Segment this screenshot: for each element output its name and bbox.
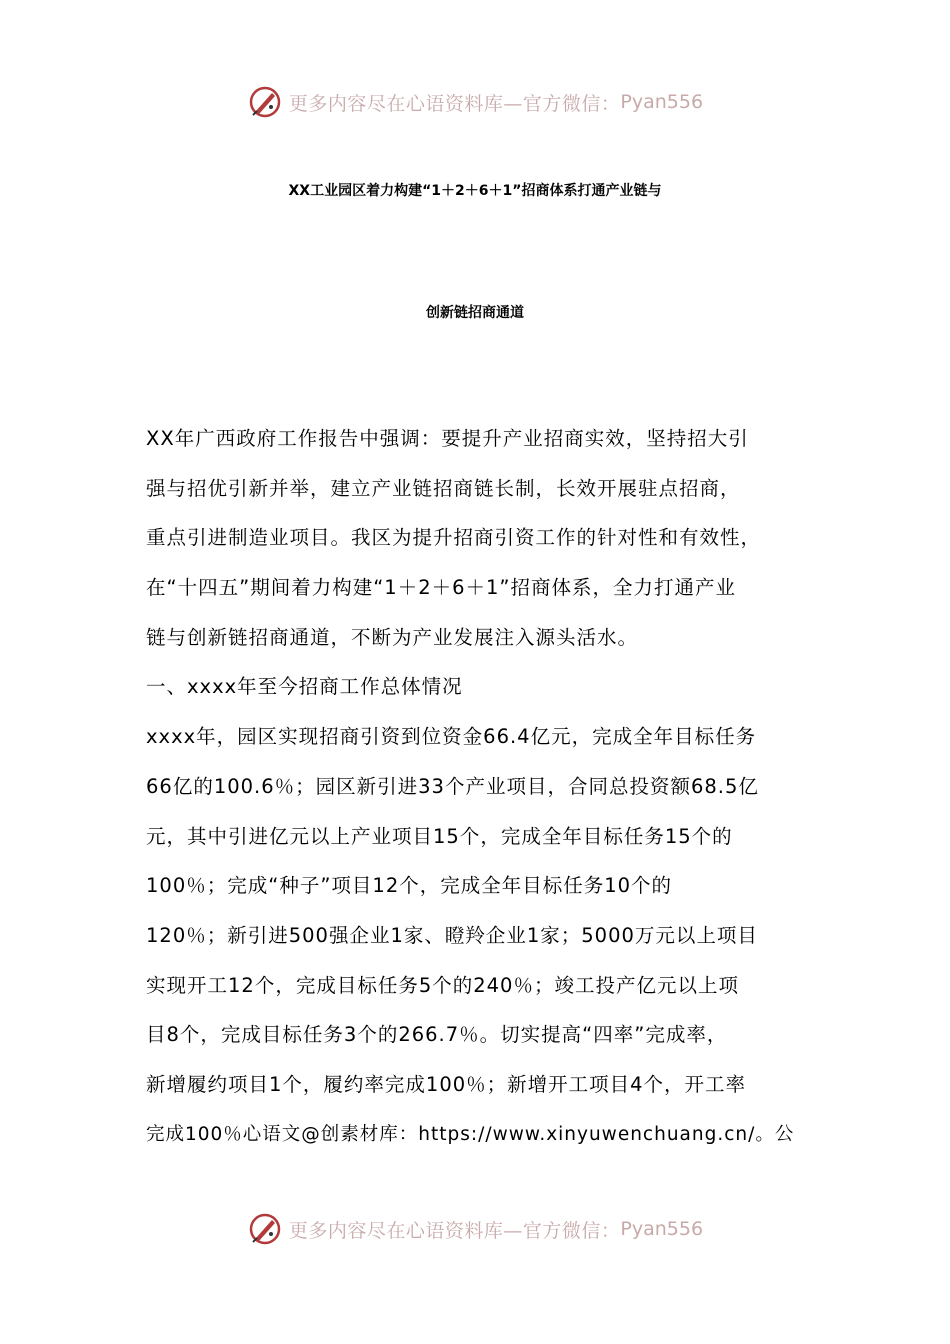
document-title-line-2: 创新链招商通道 <box>426 305 524 321</box>
paragraph-intro <box>146 414 808 662</box>
paragraph-section-1 <box>146 712 808 1159</box>
watermark-text: 更多内容尽在心语资料库—官方微信： <box>288 1219 621 1242</box>
text-line: 实现开工12个，完成目标任务5个的240％；竣工投产亿元以上项 <box>146 973 739 997</box>
text-line: 在“十四五”期间着力构建“1＋2＋6＋1”招商体系，全力打通产业 <box>146 576 737 600</box>
text-line: 100％；完成“种子”项目12个，完成全年目标任务10个的 <box>146 874 673 898</box>
watermark-wechat-id: Pyan556 <box>620 91 704 113</box>
section-heading: 一、xxxx年至今招商工作总体情况 <box>146 675 463 699</box>
text-line: 链与创新链招商通道，不断为产业发展注入源头活水。 <box>146 625 639 649</box>
footer-watermark <box>0 1207 950 1251</box>
text-line: 重点引进制造业项目。我区为提升招商引资工作的针对性和有效性， <box>146 526 762 550</box>
text-line: 元，其中引进亿元以上产业项目15个，完成全年目标任务15个的 <box>146 824 733 848</box>
text-line: 目8个，完成目标任务3个的266.7％。切实提高“四率”完成率， <box>146 1023 728 1047</box>
text-line: 120％；新引进500强企业1家、瞪羚企业1家；5000万元以上项目 <box>146 923 758 947</box>
text-line: 强与招优引新并举，建立产业链招商链长制，长效开展驻点招商， <box>146 476 741 500</box>
document-body <box>146 414 808 1159</box>
document-title-line-1: XX工业园区着力构建“1＋2＋6＋1”招商体系打通产业链与 <box>288 183 662 199</box>
watermark-text: 更多内容尽在心语资料库—官方微信： <box>288 92 621 115</box>
watermark-wechat-id: Pyan556 <box>620 1218 704 1240</box>
quill-pen-circle-icon <box>247 84 283 120</box>
text-line-content: XX年广西政府工作报告中强调：要提升产业招商实效，坚持招大引 <box>146 427 749 450</box>
text-line: 完成100％心语文@创素材库：https://www.xinyuwenchuang.cn/。公 <box>146 1123 795 1145</box>
header-watermark <box>0 80 950 124</box>
text-line: 66亿的100.6％；园区新引进33个产业项目，合同总投资额68.5亿 <box>146 774 759 798</box>
text-line <box>146 414 808 464</box>
text-line: 新增履约项目1个，履约率完成100％；新增开工项目4个，开工率 <box>146 1072 747 1096</box>
text-line: xxxx年，园区实现招商引资到位资金66.4亿元，完成全年目标任务 <box>146 725 757 749</box>
quill-pen-circle-icon <box>247 1211 283 1247</box>
